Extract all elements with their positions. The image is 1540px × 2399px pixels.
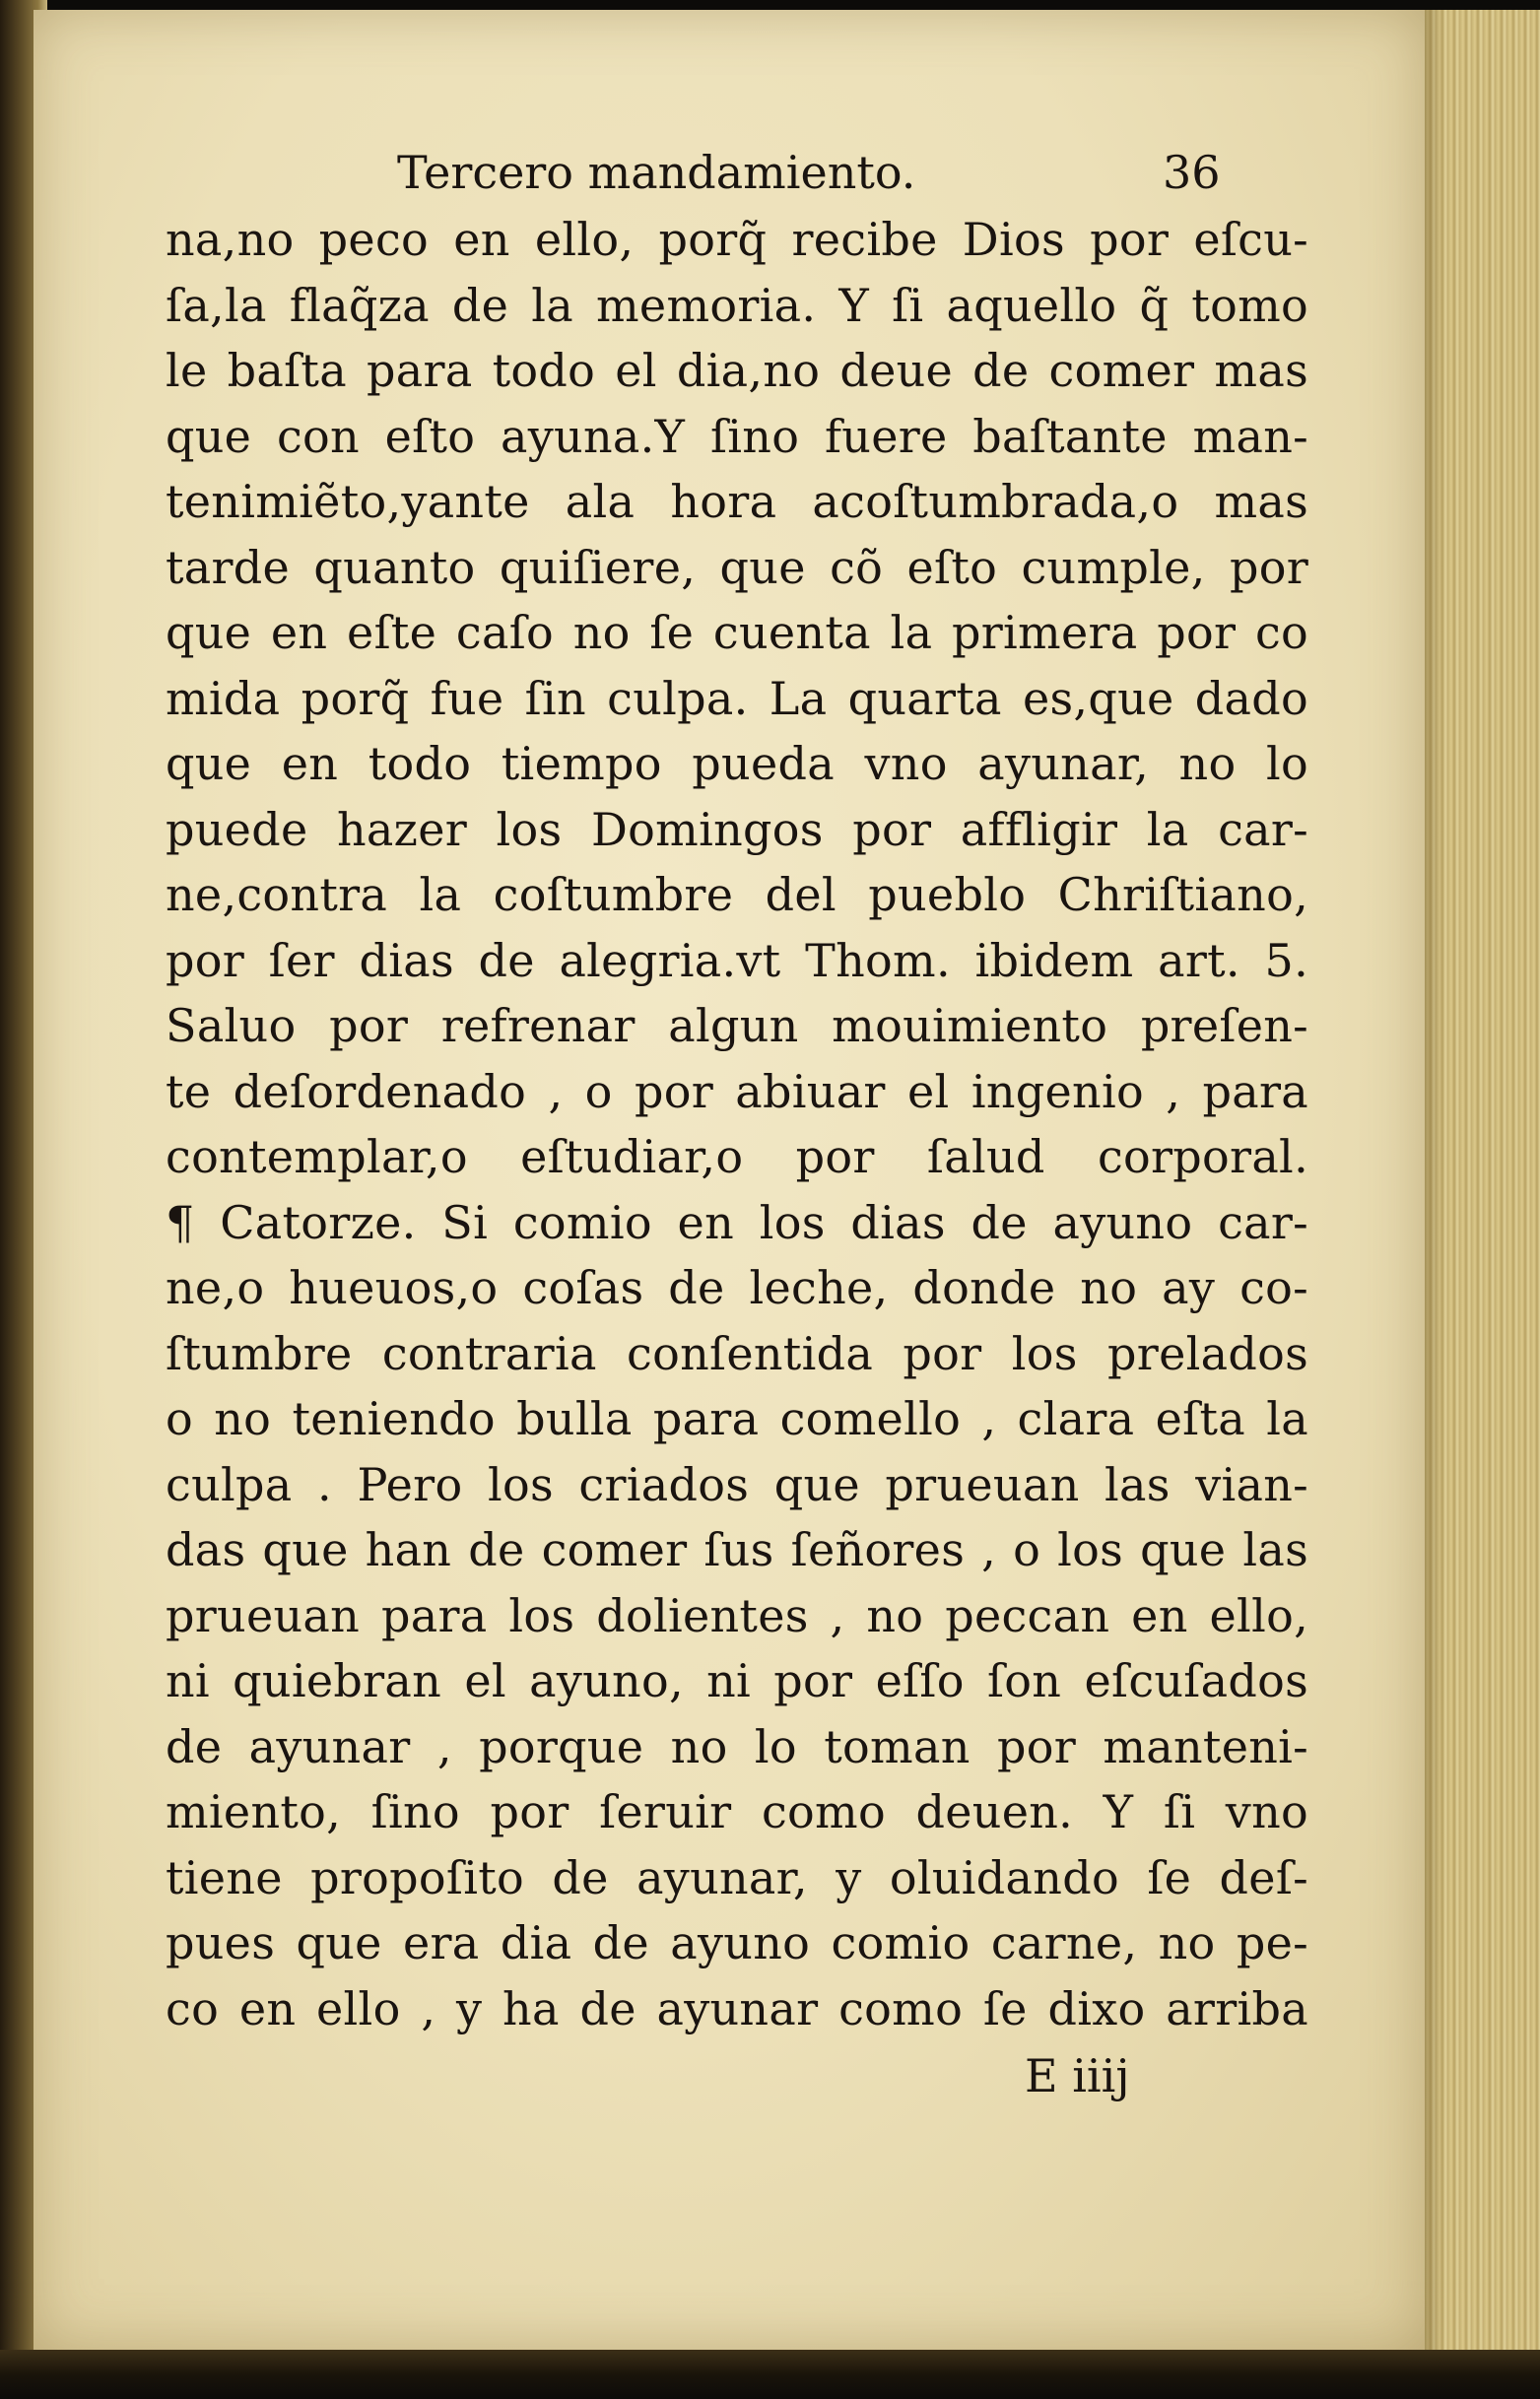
text-line: tenimiẽto,yante ala hora acoſtumbrada,o mas xyxy=(166,475,1308,528)
text-line: tarde quanto quiſiere, que cõ eſto cumple, por xyxy=(166,540,1308,594)
text-line: de ayunar , porque no lo toman por manteni- xyxy=(166,1719,1308,1773)
text-line: por ſer dias de alegria.vt Thom. ibidem art. 5. xyxy=(166,933,1308,987)
text-line: que con eſto ayuna.Y ſino fuere baſtante man- xyxy=(166,409,1308,463)
text-line: le baſta para todo el dia,no deue de comer mas xyxy=(166,344,1308,397)
text-line: na,no peco en ello, porq̃ recibe Dios por eſcu- xyxy=(166,213,1308,266)
running-title: Tercero mandamiento. xyxy=(397,146,916,199)
text-line: ni quiebran el ayuno, ni por eſſo ſon eſcuſados xyxy=(166,1654,1308,1707)
text-line: ne,o hueuos,o coſas de leche, donde no ay co- xyxy=(166,1261,1308,1314)
text-line: das que han de comer ſus ſeñores , o los que las xyxy=(166,1523,1308,1576)
body-text xyxy=(166,207,1308,2041)
signature-mark: E iiij xyxy=(1025,2049,1130,2102)
text-line: pues que era dia de ayuno comio carne, no pe- xyxy=(166,1916,1308,1969)
page-fore-edge xyxy=(1425,10,1540,2350)
folio-number: 36 xyxy=(1163,146,1221,199)
text-line: tiene propoſito de ayunar, y oluidando ſe deſ- xyxy=(166,1850,1308,1904)
text-line: que en eſte caſo no ſe cuenta la primera por co xyxy=(166,606,1308,659)
text-line: prueuan para los dolientes , no peccan en ello, xyxy=(166,1588,1308,1642)
text-line: puede hazer los Domingos por affligir la car- xyxy=(166,802,1308,856)
signature-line xyxy=(166,2041,1308,2110)
text-line: contemplar,o eſtudiar,o por ſalud corporal. xyxy=(166,1130,1308,1183)
text-line: te deſordenado , o por abiuar el ingenio , para xyxy=(166,1064,1308,1118)
text-line: ſa,la flaq̃za de la memoria. Y ſi aquello q̃ tomo xyxy=(166,278,1308,332)
text-line: co en ello , y ha de ayunar como ſe dixo arriba xyxy=(166,1981,1308,2035)
text-line: mida porq̃ fue ſin culpa. La quarta es,que dado xyxy=(166,671,1308,725)
text-line: que en todo tiempo pueda vno ayunar, no lo xyxy=(166,737,1308,790)
text-line: culpa . Pero los criados que prueuan las vian- xyxy=(166,1457,1308,1511)
text-line: ¶ Catorze. Si comio en los dias de ayuno car- xyxy=(166,1195,1308,1249)
text-line: ne,contra la coſtumbre del pueblo Chriſtiano, xyxy=(166,868,1308,921)
running-head xyxy=(166,138,1308,207)
text-line: ſtumbre contraria conſentida por los prelados xyxy=(166,1326,1308,1380)
scan-bottom-edge xyxy=(0,2350,1540,2399)
text-block xyxy=(166,138,1308,2110)
text-line: Saluo por refrenar algun mouimiento preſen- xyxy=(166,999,1308,1052)
text-line: miento, ſino por ſeruir como deuen. Y ſi vno xyxy=(166,1785,1308,1838)
text-line: o no teniendo bulla para comello , clara eſta la xyxy=(166,1392,1308,1445)
